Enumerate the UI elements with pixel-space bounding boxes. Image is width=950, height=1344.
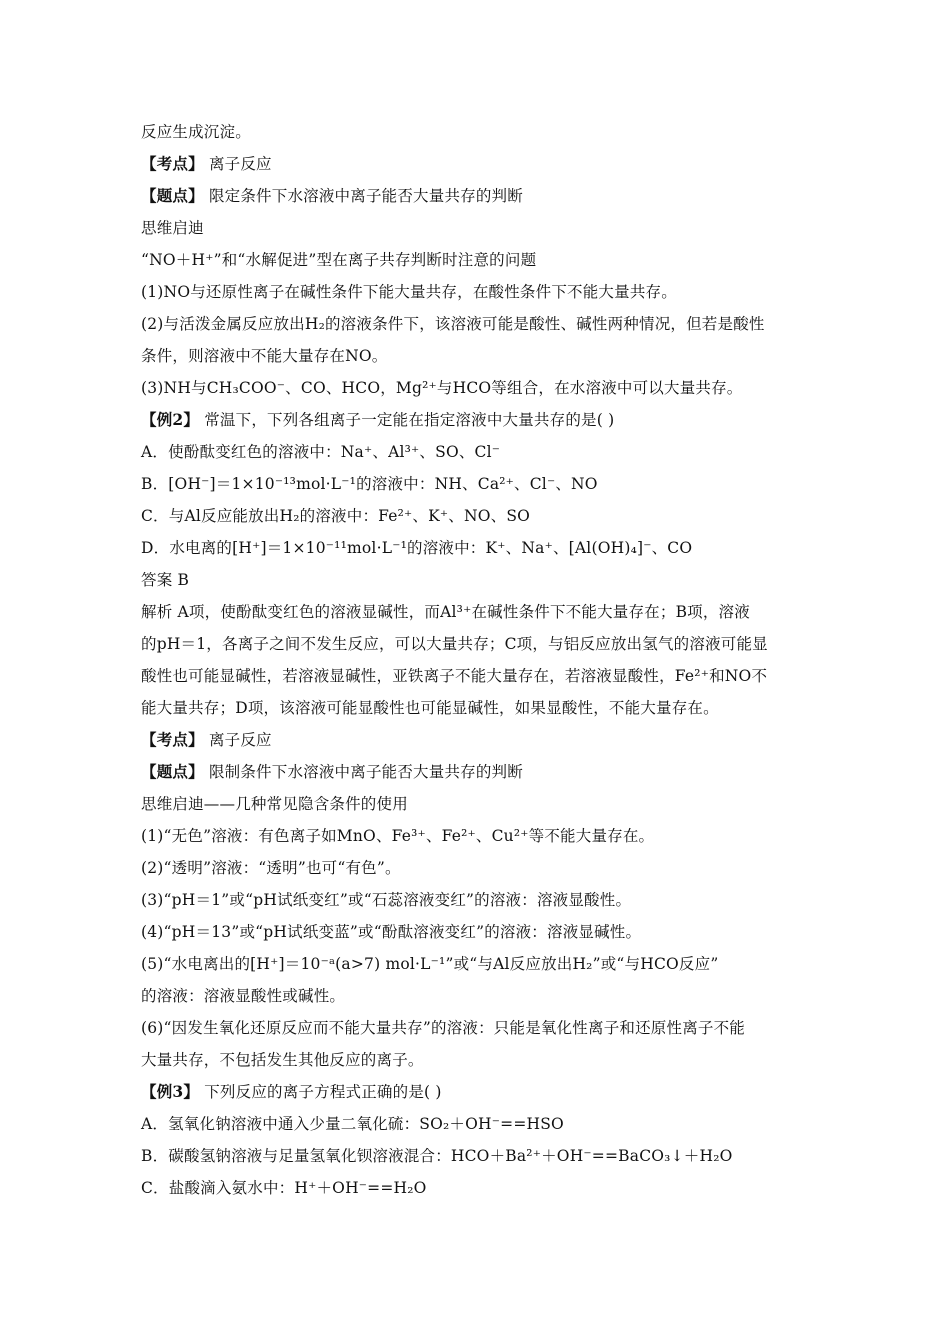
text-line: C．与Al反应能放出H₂的溶液中：Fe²⁺、K⁺、NO、SO bbox=[141, 507, 531, 525]
text-line: 【考点】 离子反应 bbox=[141, 730, 272, 749]
text-line: (3)“pH＝1”或“pH试纸变红”或“石蕊溶液变红”的溶液：溶液显酸性。 bbox=[141, 891, 632, 909]
section-tag: 【考点】 bbox=[141, 730, 204, 749]
text-line: A．氢氧化钠溶液中通入少量二氧化硫：SO₂＋OH⁻==HSO bbox=[141, 1115, 564, 1133]
text-line: A．使酚酞变红色的溶液中：Na⁺、Al³⁺、SO、Cl⁻ bbox=[141, 443, 501, 461]
text-line: (2)“透明”溶液：“透明”也可“有色”。 bbox=[141, 859, 401, 877]
text-line: (1)NO与还原性离子在碱性条件下能大量共存，在酸性条件下不能大量共存。 bbox=[141, 283, 677, 301]
text-line: 【例3】 下列反应的离子方程式正确的是( ) bbox=[141, 1082, 442, 1101]
text-line: (4)“pH＝13”或“pH试纸变蓝”或“酚酞溶液变红”的溶液：溶液显碱性。 bbox=[141, 923, 642, 941]
text-line: 反应生成沉淀。 bbox=[141, 123, 251, 141]
text-line: (2)与活泼金属反应放出H₂的溶液条件下，该溶液可能是酸性、碱性两种情况，但若是酸性 bbox=[141, 315, 765, 333]
text-line: 的溶液：溶液显酸性或碱性。 bbox=[141, 987, 346, 1005]
text-line: B．[OH⁻]＝1×10⁻¹³mol·L⁻¹的溶液中：NH、Ca²⁺、Cl⁻、NO bbox=[141, 475, 598, 493]
text-line: 【题点】 限定条件下水溶液中离子能否大量共存的判断 bbox=[141, 186, 523, 205]
text-line: 思维启迪——几种常见隐含条件的使用 bbox=[141, 795, 408, 813]
section-tag: 【考点】 bbox=[141, 154, 204, 173]
section-tag: 【题点】 bbox=[141, 762, 204, 781]
text-line: 【题点】 限制条件下水溶液中离子能否大量共存的判断 bbox=[141, 762, 523, 781]
section-tag: 【例2】 bbox=[141, 410, 200, 429]
text-line: (3)NH与CH₃COO⁻、CO、HCO，Mg²⁺与HCO等组合，在水溶液中可以大量共存。 bbox=[141, 379, 743, 397]
text-line: 酸性也可能显碱性，若溶液显碱性，亚铁离子不能大量存在，若溶液显酸性，Fe²⁺和NO不 bbox=[141, 667, 768, 685]
text-line: 大量共存，不包括发生其他反应的离子。 bbox=[141, 1051, 424, 1069]
text-line: 答案 B bbox=[141, 571, 190, 589]
text-line: (6)“因发生氧化还原反应而不能大量共存”的溶液：只能是氧化性离子和还原性离子不能 bbox=[141, 1019, 746, 1037]
text-line: C．盐酸滴入氨水中：H⁺＋OH⁻==H₂O bbox=[141, 1179, 427, 1197]
text-line: 【考点】 离子反应 bbox=[141, 154, 272, 173]
section-tag: 【例3】 bbox=[141, 1082, 200, 1101]
text-line: (5)“水电离出的[H⁺]＝10⁻ᵃ(a>7) mol·L⁻¹”或“与Al反应放出H₂”或“与HCO反应” bbox=[141, 955, 719, 973]
text-line: B．碳酸氢钠溶液与足量氢氧化钡溶液混合：HCO＋Ba²⁺＋OH⁻==BaCO₃↓＋H₂O bbox=[141, 1147, 733, 1165]
text-line: 【例2】 常温下，下列各组离子一定能在指定溶液中大量共存的是( ) bbox=[141, 410, 615, 429]
section-tag: 【题点】 bbox=[141, 186, 204, 205]
text-line: 的pH＝1，各离子之间不发生反应，可以大量共存；C项，与铝反应放出氢气的溶液可能显 bbox=[141, 635, 768, 653]
text-line: (1)“无色”溶液：有色离子如MnO、Fe³⁺、Fe²⁺、Cu²⁺等不能大量存在。 bbox=[141, 827, 655, 845]
text-line: 条件，则溶液中不能大量存在NO。 bbox=[141, 347, 388, 365]
text-line: 思维启迪 bbox=[141, 219, 204, 237]
text-line: 能大量共存；D项，该溶液可能显酸性也可能显碱性，如果显酸性，不能大量存在。 bbox=[141, 699, 719, 717]
text-line: D．水电离的[H⁺]＝1×10⁻¹¹mol·L⁻¹的溶液中：K⁺、Na⁺、[Al(OH)₄]⁻、CO bbox=[141, 539, 693, 557]
text-line: “NO＋H⁺”和“水解促进”型在离子共存判断时注意的问题 bbox=[141, 251, 537, 269]
text-line: 解析 A项，使酚酞变红色的溶液显碱性，而Al³⁺在碱性条件下不能大量存在；B项，溶液 bbox=[141, 603, 750, 621]
